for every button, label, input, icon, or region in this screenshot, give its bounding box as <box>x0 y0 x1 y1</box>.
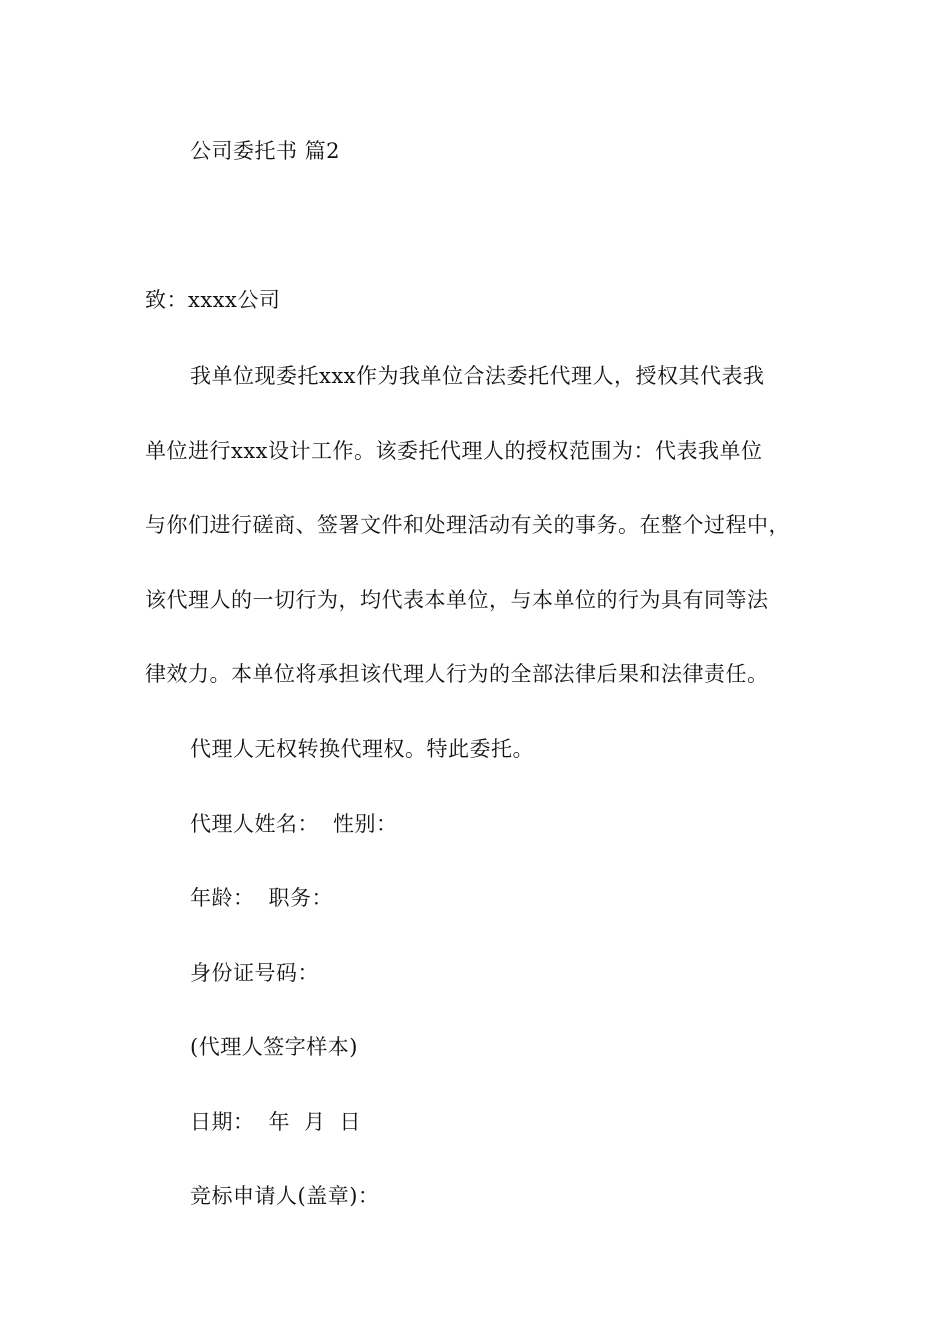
agent-name-label: 代理人姓名： <box>190 812 319 836</box>
body-line-3: 与你们进行磋商、签署文件和处理活动有关的事务。在整个过程中， <box>145 513 790 537</box>
gender-label: 性别： <box>333 812 398 836</box>
body-line-4: 该代理人的一切行为，均代表本单位，与本单位的行为具有同等法 <box>145 588 769 612</box>
age-label: 年龄： <box>190 886 255 910</box>
age-row <box>190 884 333 912</box>
body-line-2: 单位进行xxx设计工作。该委托代理人的授权范围为：代表我单位 <box>145 439 763 463</box>
agent-name-row <box>190 810 398 838</box>
date-label: 日期： <box>190 1110 255 1134</box>
date-day: 日 <box>339 1110 361 1134</box>
body-line-5: 律效力。本单位将承担该代理人行为的全部法律后果和法律责任。 <box>145 662 769 686</box>
body-line-1: 我单位现委托xxx作为我单位合法委托代理人，授权其代表我 <box>190 364 765 388</box>
date-row <box>190 1108 361 1136</box>
id-number-label: 身份证号码： <box>190 961 319 985</box>
recipient-line: 致：xxxx公司 <box>145 288 281 312</box>
signature-sample: (代理人签字样本) <box>190 1035 358 1059</box>
no-transfer-statement: 代理人无权转换代理权。特此委托。 <box>190 737 534 761</box>
date-month: 月 <box>304 1110 326 1134</box>
position-label: 职务： <box>268 886 333 910</box>
document-title: 公司委托书 篇2 <box>190 139 341 163</box>
applicant-seal-label: 竞标申请人(盖章)： <box>190 1184 380 1208</box>
date-year: 年 <box>268 1110 290 1134</box>
